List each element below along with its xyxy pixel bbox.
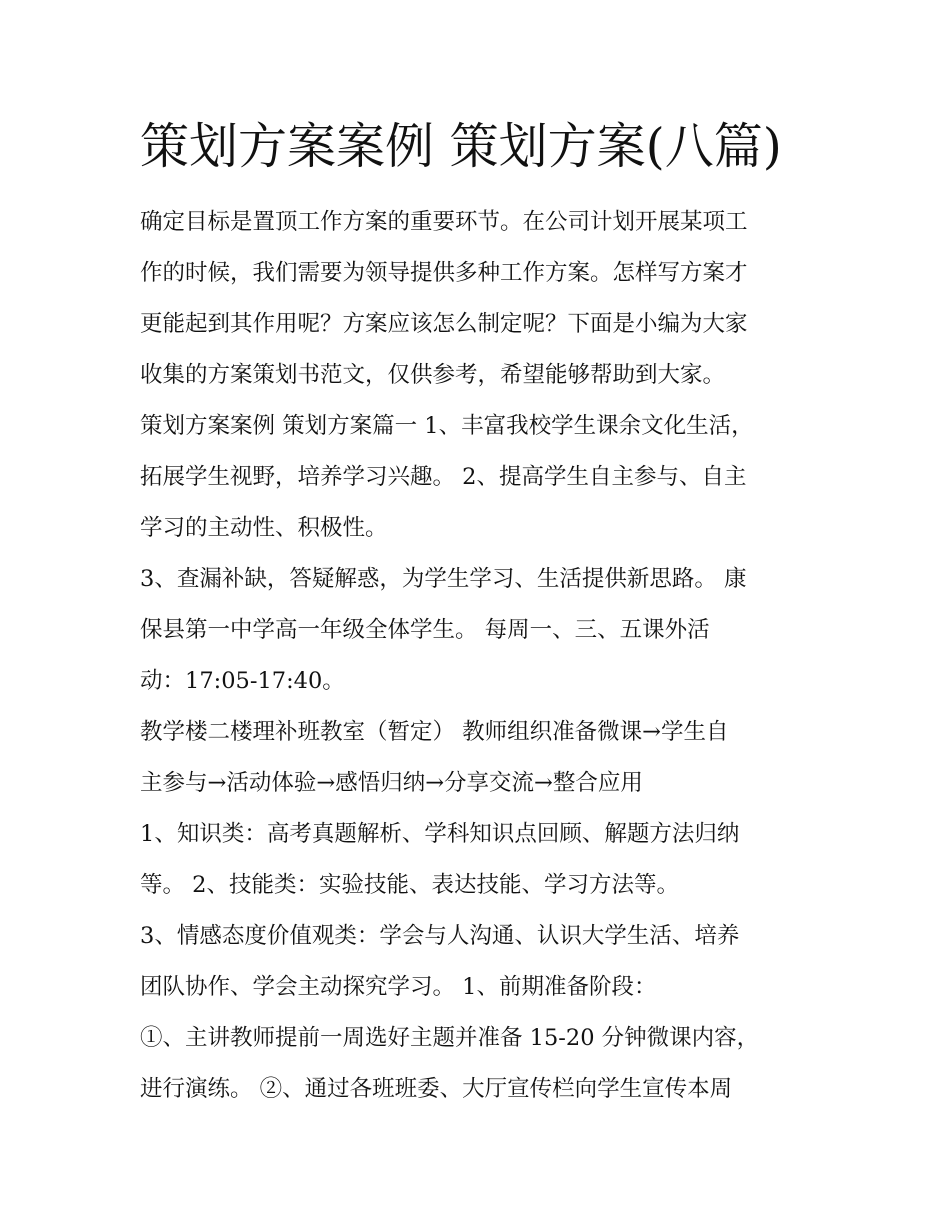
text-line: 策划方案案例 策划方案篇一 1、丰富我校学生课余文化生活，: [140, 413, 754, 439]
text-line: 主参与→活动体验→感悟归纳→分享交流→整合应用: [140, 770, 643, 796]
text-line: 更能起到其作用呢？方案应该怎么制定呢？下面是小编为大家: [140, 311, 748, 337]
text-line: 3、情感态度价值观类：学会与人沟通、认识大学生活、培养: [140, 923, 740, 949]
text-line: 3、查漏补缺，答疑解惑，为学生学习、生活提供新思路。 康: [140, 566, 747, 592]
text-line: ①、主讲教师提前一周选好主题并准备 15-20 分钟微课内容，: [140, 1025, 760, 1051]
text-line: 保县第一中学高一年级全体学生。 每周一、三、五课外活: [140, 617, 710, 643]
text-line: 学习的主动性、积极性。: [140, 515, 388, 541]
document-body: [140, 197, 820, 1115]
document-title: 策划方案案例 策划方案(八篇): [140, 118, 782, 175]
text-line: 动：17:05-17:40。: [140, 668, 345, 694]
text-line: 教学楼二楼理补班教室（暂定） 教师组织准备微课→学生自: [140, 719, 729, 745]
paragraph-section-one: [140, 401, 820, 554]
text-line: 确定目标是置顶工作方案的重要环节。在公司计划开展某项工: [140, 209, 748, 235]
text-line: 1、知识类：高考真题解析、学科知识点回顾、解题方法归纳: [140, 821, 740, 847]
paragraph-location-process: [140, 707, 820, 809]
paragraph-targets-time: [140, 554, 820, 707]
text-line: 进行演练。 ②、通过各班班委、大厅宣传栏向学生宣传本周: [140, 1076, 733, 1102]
text-line: 团队协作、学会主动探究学习。 1、前期准备阶段：: [140, 974, 657, 1000]
paragraph-content-types: [140, 809, 820, 911]
paragraph-intro: [140, 197, 820, 401]
text-line: 拓展学生视野，培养学习兴趣。 2、提高学生自主参与、自主: [140, 464, 747, 490]
text-line: 作的时候，我们需要为领导提供多种工作方案。怎样写方案才: [140, 260, 748, 286]
paragraph-values-preparation: [140, 911, 820, 1013]
text-line: 收集的方案策划书范文，仅供参考，希望能够帮助到大家。: [140, 362, 726, 388]
paragraph-steps: [140, 1013, 820, 1115]
text-line: 等。 2、技能类：实验技能、表达技能、学习方法等。: [140, 872, 679, 898]
